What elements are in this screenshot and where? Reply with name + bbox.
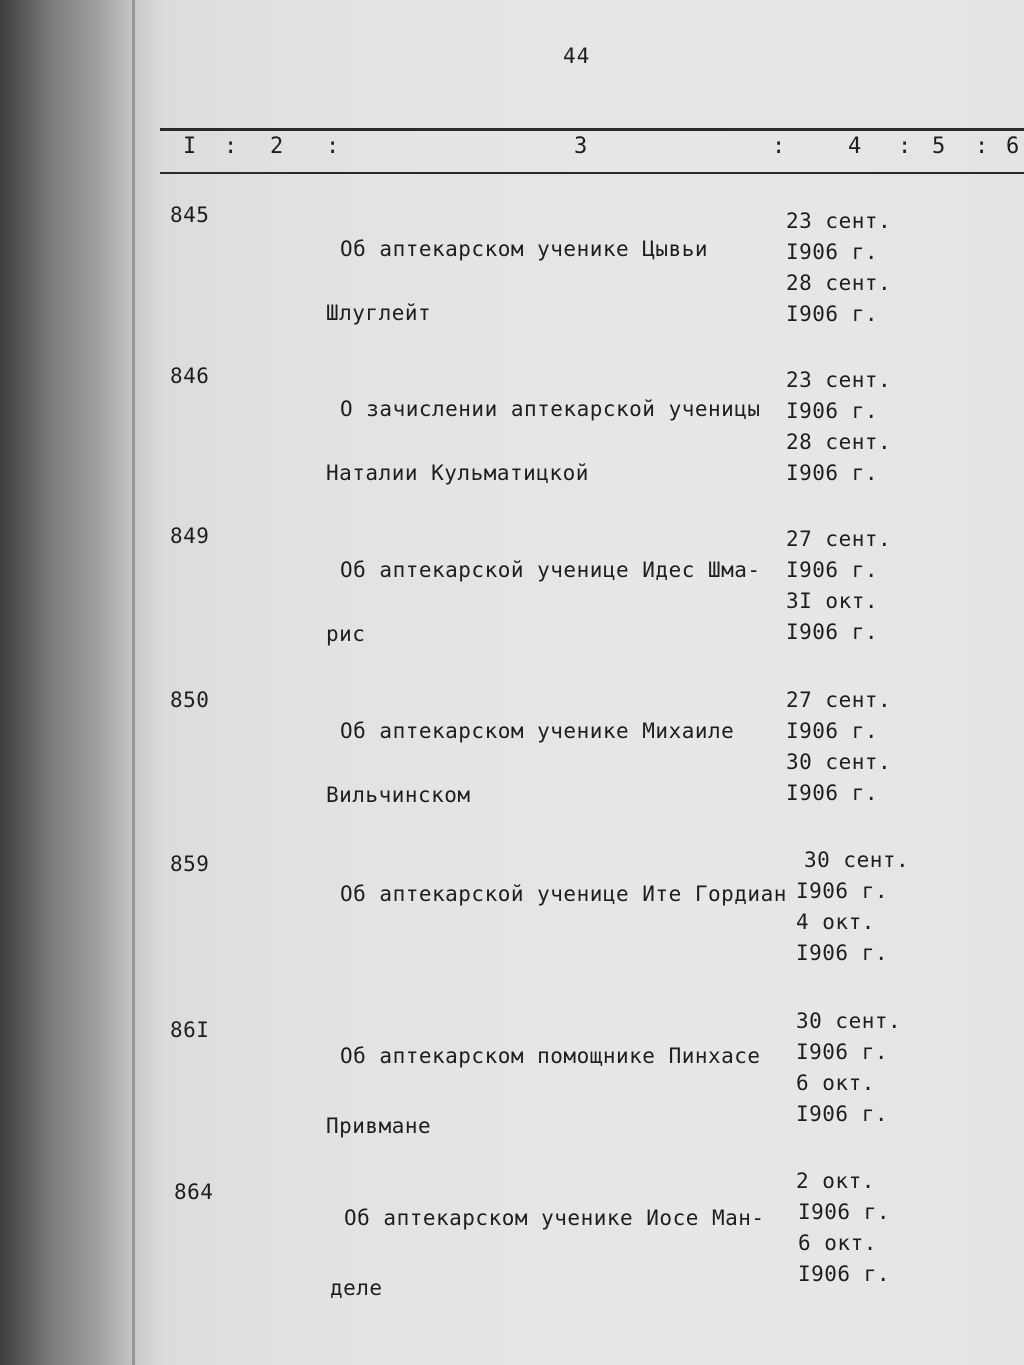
entry-number: 845 [170,203,210,227]
entry-date-start: 2 окт. [796,1169,875,1193]
entry-date-end-year: I906 г. [796,1102,889,1126]
entry-dates [786,1166,1006,1290]
column-header-2: 2 [270,134,286,159]
entry-date-start-year: I906 г. [786,558,879,582]
entry-title [326,1008,778,1174]
entry-date-end: 6 окт. [796,1071,875,1095]
column-header-4: 4 [848,134,864,159]
page-fold [132,0,135,1365]
entry-date-end-year: I906 г. [786,620,879,644]
entry-title-line: Об аптекарской ученице Идес Шма- [340,558,761,582]
entry-dates [786,845,1006,969]
entry-dates [786,365,1006,489]
entry-title [326,361,778,521]
entry-title-line: Об аптекарской ученице Ите Гордиан [340,882,787,906]
entry-date-start: 30 сент. [796,1009,902,1033]
column-header-separator: : [898,134,914,159]
entry-date-end: 4 окт. [796,910,875,934]
entry-title [326,846,796,942]
entry-date-start-year: I906 г. [798,1200,891,1224]
column-header-5: 5 [932,134,948,159]
entry-date-end: 30 сент. [786,750,892,774]
entry-number: 849 [170,524,210,548]
entry-date-start-year: I906 г. [786,240,879,264]
entry-title-line: деле [330,1276,383,1300]
entry-dates [786,1006,1006,1130]
entry-number: 846 [170,364,210,388]
column-header-separator: : [975,134,991,159]
entry-date-start-year: I906 г. [786,719,879,743]
entry-title-line: Шлуглейт [326,301,432,325]
entry-date-start: 27 сент. [786,527,892,551]
entry-title-line: Наталии Кульматицкой [326,461,589,485]
entry-title-line: Об аптекарском ученике Цывьи [340,237,709,261]
entry-date-end-year: I906 г. [786,461,879,485]
entry-number: 864 [174,1180,214,1204]
entry-date-end: 28 сент. [786,271,892,295]
column-header-separator: : [772,134,788,159]
entry-date-start: 30 сент. [804,848,910,872]
entry-title-line: Об аптекарском ученике Михаиле [340,719,735,743]
entry-title-line: О зачислении аптекарской ученицы [340,397,761,421]
entry-date-end: 6 окт. [798,1231,877,1255]
column-header-separator: : [326,134,342,159]
entry-title-line: Вильчинском [326,783,471,807]
entry-number: 86I [170,1018,210,1042]
column-header-3: 3 [574,134,590,159]
entry-title-line: Об аптекарском ученике Иосе Ман- [344,1206,765,1230]
page-number: 44 [563,44,591,68]
entry-date-start: 27 сент. [786,688,892,712]
header-rule-top [160,128,1024,131]
binding-gutter [0,0,140,1365]
entry-title-line: Об аптекарском помощнике Пинхасе [340,1044,761,1068]
entry-title [326,683,778,843]
entry-date-end-year: I906 г. [796,941,889,965]
entry-date-start: 23 сент. [786,209,892,233]
entry-title [326,522,778,682]
entry-date-start-year: I906 г. [796,1040,889,1064]
entry-date-start-year: I906 г. [796,879,889,903]
entry-number: 850 [170,688,210,712]
entry-date-start-year: I906 г. [786,399,879,423]
entry-dates [786,206,1006,330]
column-header-separator: : [224,134,240,159]
column-header-1: I [183,134,199,159]
header-rule-bottom [160,172,1024,174]
entry-dates [786,685,1006,809]
entry-date-end-year: I906 г. [786,302,879,326]
entry-date-end-year: I906 г. [786,781,879,805]
entry-dates [786,524,1006,648]
entry-date-end: 3I окт. [786,589,879,613]
entry-date-end: 28 сент. [786,430,892,454]
column-header-6: 6 [1006,134,1022,159]
entry-title [326,1170,778,1336]
entry-date-end-year: I906 г. [798,1262,891,1286]
entry-title [326,201,778,361]
entry-title-line: Привмане [326,1114,432,1138]
entry-title-line: рис [326,622,366,646]
entry-date-start: 23 сент. [786,368,892,392]
entry-number: 859 [170,852,210,876]
